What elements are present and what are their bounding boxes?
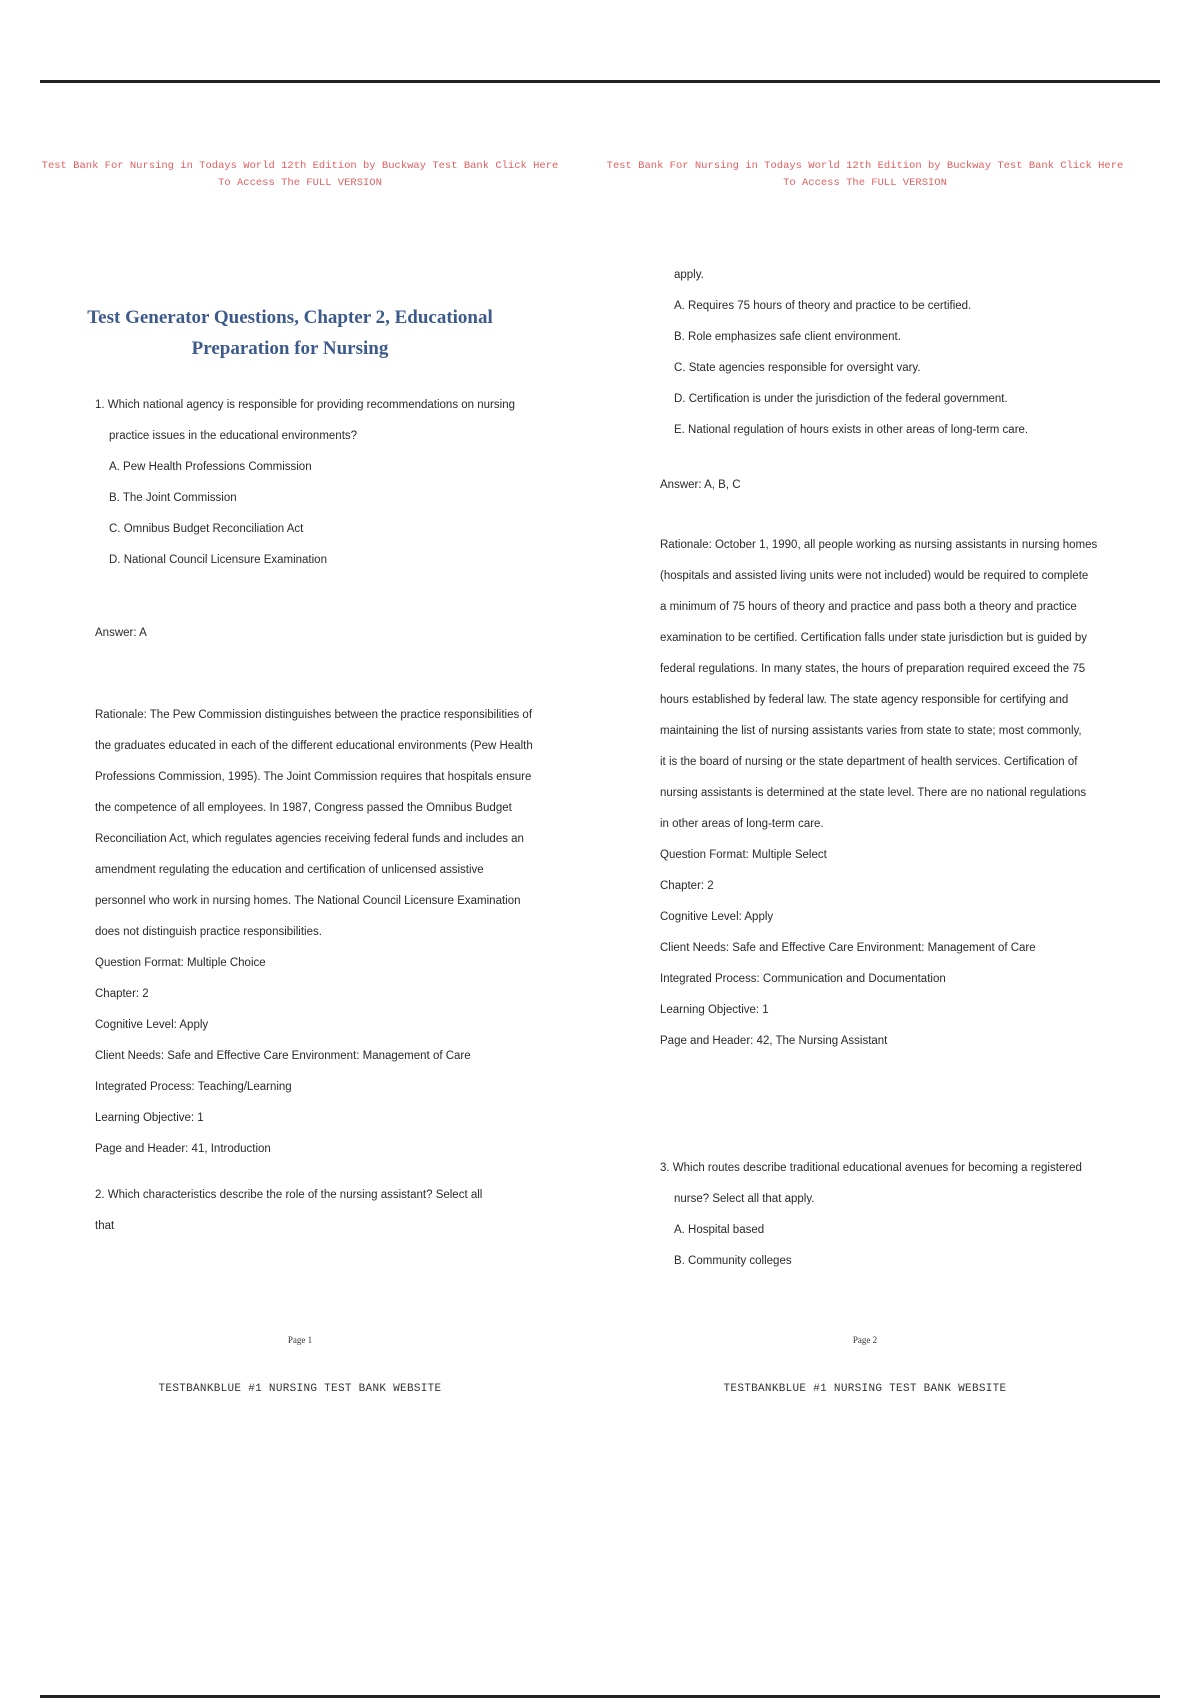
rationale-line: hours established by federal law. The state agency responsible for certifying and xyxy=(660,694,1069,706)
question-2-option-e: E. National regulation of hours exists in other areas of long-term care. xyxy=(674,424,1029,436)
page-2 xyxy=(585,150,1145,1410)
question-3-option-b: B. Community colleges xyxy=(674,1255,792,1267)
question-1 xyxy=(95,390,515,576)
question-3-line-2: nurse? Select all that apply. xyxy=(674,1193,815,1205)
rationale-line: does not distinguish practice responsibilities. xyxy=(95,926,322,938)
chapter: Chapter: 2 xyxy=(660,880,714,892)
chapter: Chapter: 2 xyxy=(95,988,149,1000)
client-needs: Client Needs: Safe and Effective Care Environment: Management of Care xyxy=(660,942,1036,954)
question-1-option-d: D. National Council Licensure Examination xyxy=(109,554,327,566)
page-footer: TESTBANKBLUE #1 NURSING TEST BANK WEBSITE xyxy=(158,1383,442,1395)
question-2-continued xyxy=(660,260,1065,446)
question-1-rationale xyxy=(95,700,533,1165)
question-1-line-2: practice issues in the educational environments? xyxy=(109,430,358,442)
cognitive-level: Cognitive Level: Apply xyxy=(95,1019,209,1031)
question-2-line-2: apply. xyxy=(674,269,704,281)
bottom-rule xyxy=(40,1695,1160,1698)
page-and-header: Page and Header: 41, Introduction xyxy=(95,1143,271,1155)
question-1-line-1: 1. Which national agency is responsible for providing recommendations on nursing xyxy=(95,399,515,411)
rationale-line: Professions Commission, 1995). The Joint Commission requires that hospitals ensure xyxy=(95,771,532,783)
rationale-line: Reconciliation Act, which regulates agencies receiving federal funds and includes an xyxy=(95,833,524,845)
rationale-line: maintaining the list of nursing assistants varies from state to state; most commonly, xyxy=(660,725,1082,737)
rationale-line: the graduates educated in each of the different educational environments (Pew Health xyxy=(95,740,533,752)
document-title: Test Generator Questions, Chapter 2, Educational Preparation for Nursing xyxy=(87,307,493,359)
rationale-line: (hospitals and assisted living units were not included) would be required to complete xyxy=(660,570,1089,582)
question-format: Question Format: Multiple Select xyxy=(660,849,827,861)
rationale-line: nursing assistants is determined at the state level. There are no national regulations xyxy=(660,787,1087,799)
cognitive-level: Cognitive Level: Apply xyxy=(660,911,774,923)
question-2-option-d: D. Certification is under the jurisdiction of the federal government. xyxy=(674,393,1008,405)
page-header[interactable]: Test Bank For Nursing in Todays World 12th Edition by Buckway Test Bank Click Here To Access The FULL VERSION xyxy=(41,160,559,189)
question-1-answer: Answer: A xyxy=(95,627,147,639)
rationale-line: it is the board of nursing or the state department of health services. Certification of xyxy=(660,756,1078,768)
rationale-line: federal regulations. In many states, the hours of preparation required exceed the 75 xyxy=(660,663,1086,675)
question-3-option-a: A. Hospital based xyxy=(674,1224,765,1236)
question-format: Question Format: Multiple Choice xyxy=(95,957,266,969)
page-1 xyxy=(20,150,580,1410)
rationale-line: Rationale: October 1, 1990, all people working as nursing assistants in nursing homes xyxy=(660,539,1098,551)
question-2-answer: Answer: A, B, C xyxy=(660,479,741,491)
page-header[interactable]: Test Bank For Nursing in Todays World 12th Edition by Buckway Test Bank Click Here To Access The FULL VERSION xyxy=(606,160,1124,189)
page-footer: TESTBANKBLUE #1 NURSING TEST BANK WEBSITE xyxy=(723,1383,1007,1395)
page-and-header: Page and Header: 42, The Nursing Assistant xyxy=(660,1035,888,1047)
question-2-option-a: A. Requires 75 hours of theory and practice to be certified. xyxy=(674,300,972,312)
question-3 xyxy=(660,1153,1082,1277)
client-needs: Client Needs: Safe and Effective Care Environment: Management of Care xyxy=(95,1050,471,1062)
rationale-line: personnel who work in nursing homes. The National Council Licensure Examination xyxy=(95,895,521,907)
learning-objective: Learning Objective: 1 xyxy=(95,1112,204,1124)
question-2-start: 2. Which characteristics describe the role of the nursing assistant? Select all that xyxy=(95,1189,483,1232)
question-3-line-1: 3. Which routes describe traditional educational avenues for becoming a registered xyxy=(660,1162,1082,1174)
page-number: Page 1 xyxy=(287,1335,313,1345)
question-1-option-a: A. Pew Health Professions Commission xyxy=(109,461,312,473)
learning-objective: Learning Objective: 1 xyxy=(660,1004,769,1016)
rationale-line: in other areas of long-term care. xyxy=(660,818,824,830)
rationale-line: the competence of all employees. In 1987, Congress passed the Omnibus Budget xyxy=(95,802,512,814)
question-2-option-c: C. State agencies responsible for oversight vary. xyxy=(674,362,921,374)
question-1-option-c: C. Omnibus Budget Reconciliation Act xyxy=(109,523,304,535)
rationale-line: Rationale: The Pew Commission distinguishes between the practice responsibilities of xyxy=(95,709,533,721)
question-1-option-b: B. The Joint Commission xyxy=(109,492,237,504)
rationale-line: amendment regulating the education and certification of unlicensed assistive xyxy=(95,864,484,876)
rationale-line: a minimum of 75 hours of theory and practice and pass both a theory and practice xyxy=(660,601,1077,613)
page-number: Page 2 xyxy=(852,1335,878,1345)
top-rule xyxy=(40,80,1160,83)
integrated-process: Integrated Process: Teaching/Learning xyxy=(95,1081,292,1093)
question-2-option-b: B. Role emphasizes safe client environment. xyxy=(674,331,901,343)
integrated-process: Integrated Process: Communication and Documentation xyxy=(660,973,946,985)
question-2-rationale xyxy=(660,530,1098,1057)
rationale-line: examination to be certified. Certification falls under state jurisdiction but is guided by xyxy=(660,632,1088,644)
